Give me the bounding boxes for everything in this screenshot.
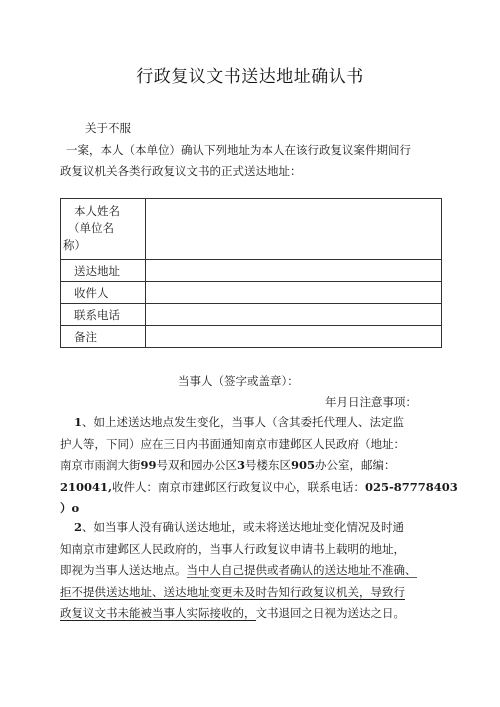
para2-number: 2 — [74, 520, 83, 534]
table-row-recipient — [61, 282, 442, 304]
table-row-name — [61, 199, 442, 260]
intro-line-1: 一案，本人（本单位）确认下列地址为本人在该行政复议案件期间行 — [66, 143, 411, 157]
address-value-cell[interactable] — [146, 260, 442, 282]
name-label-line-1: 本人姓名 — [74, 204, 120, 218]
para1-line-2: 护人等，下同）应在三日内书面通知南京市建邺区人民政府（地址： — [60, 436, 405, 451]
address-label: 送达地址 — [74, 264, 120, 278]
para1-line-3: 南京市雨润大街99号双和园办公区3号楼东区905办公室，邮编： — [60, 458, 396, 472]
recipient-label-cell — [61, 282, 146, 304]
address-label-cell — [61, 260, 146, 282]
intro-line-2: 政复议机关各类行政复议文书的正式送达地址： — [60, 164, 302, 178]
para1-line-4: 210041,收件人：南京市建邺区行政复议中心，联系电话：025-87778403 — [60, 479, 458, 494]
table-row-phone — [61, 304, 442, 326]
postcode: 210041, — [60, 479, 113, 494]
recipient-value-cell[interactable] — [146, 282, 442, 304]
name-label-line-3: 称） — [63, 238, 86, 252]
contact-phone: 025-87778403 — [365, 479, 458, 494]
signature-label: 当事人（签字或盖章）： — [178, 374, 299, 388]
underlined-clause-end: 政复议文书未能被当事人实际接收的， — [60, 606, 256, 620]
phone-label: 联系电话 — [74, 308, 120, 322]
para2-line-3: 即视为当事人送达地点。当中人自己提供或者确认的送达地址不准确、 — [60, 563, 417, 577]
phone-label-cell — [61, 304, 146, 326]
intro-salutation: 关于不服 — [85, 121, 131, 135]
table-row-address — [61, 260, 442, 282]
document-title: 行政复议文书送达地址确认书 — [136, 67, 364, 87]
para1-line-5: ）o — [60, 501, 80, 515]
para2-line-2: 知南京市建邺区人民政府的，当事人行政复议申请书上载明的地址， — [60, 541, 405, 556]
remark-label: 备注 — [74, 330, 97, 344]
para2-line-5: 政复议文书未能被当事人实际接收的，文书退回之日视为送达之日。 — [60, 606, 405, 620]
para2-line-1: 2、如当事人没有确认送达地址，或未将送达地址变化情况及时通 — [74, 520, 405, 534]
para2-line-4 — [60, 582, 450, 604]
address-confirmation-table — [60, 198, 442, 348]
recipient-label: 收件人 — [74, 286, 109, 300]
notice-paragraph-2 — [60, 517, 450, 625]
name-label-cell — [61, 199, 146, 260]
table-row-remark — [61, 326, 442, 348]
name-value-cell[interactable] — [146, 199, 442, 260]
notice-paragraph-1 — [60, 412, 458, 520]
underlined-clause-middle: 拒不提供送达地址、送达地址变更未及时告知行政复议机关，导致行 — [60, 584, 405, 599]
para1-number: 1 — [74, 415, 83, 429]
underlined-clause-start: 当中人自己提供或者确认的送达地址不准确、 — [186, 563, 417, 577]
name-label-line-2: （单位名 — [68, 221, 114, 235]
remark-value-cell[interactable] — [146, 326, 442, 348]
notice-heading: 年月日注意事项： — [325, 395, 417, 409]
phone-value-cell[interactable] — [146, 304, 442, 326]
remark-label-cell — [61, 326, 146, 348]
para1-line-1: 1、如上述送达地点发生变化，当事人（含其委托代理人、法定监 — [74, 415, 405, 429]
